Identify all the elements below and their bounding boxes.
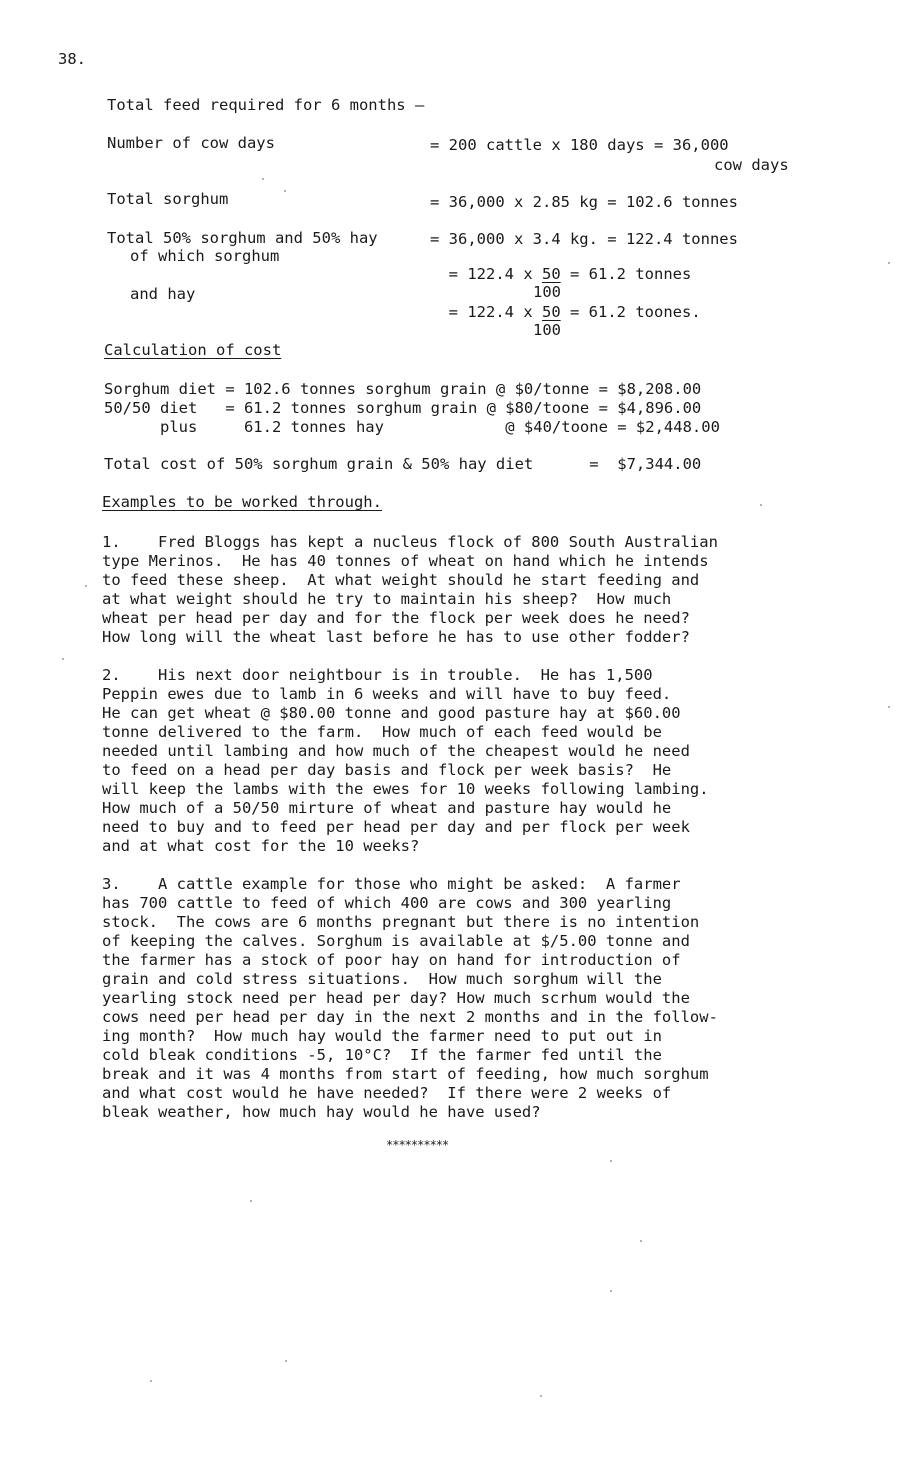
- scan-speck: [284, 190, 286, 192]
- example-2-line: need to buy and to feed per head per day and per flock per week: [102, 818, 690, 836]
- and-hay-calc: [430, 289, 701, 339]
- example-1-line: How long will the wheat last before he has to use other fodder?: [102, 628, 690, 646]
- cost-line-3: plus 61.2 tonnes hay @ $40/toone = $2,448.00: [104, 418, 720, 436]
- example-3-line: of keeping the calves. Sorghum is available at $/5.00 tonne and: [102, 932, 690, 950]
- scan-speck: [888, 262, 890, 264]
- example-3-line: stock. The cows are 6 months pregnant but there is no intention: [102, 913, 700, 931]
- total-sorghum-label: Total sorghum: [107, 190, 229, 208]
- example-2-line: will keep the lambs with the ewes for 10 weeks following lambing.: [102, 780, 709, 798]
- example-2-line: needed until lambing and how much of the cheapest would he need: [102, 742, 690, 760]
- scan-speck: [610, 1290, 612, 1292]
- scan-speck: [640, 1240, 642, 1242]
- example-2-line: He can get wheat @ $80.00 tonne and good pasture hay at $60.00: [102, 704, 681, 722]
- examples-heading: Examples to be worked through.: [102, 493, 382, 511]
- example-2-line: Peppin ewes due to lamb in 6 weeks and will have to buy feed.: [102, 685, 672, 703]
- example-3-line: has 700 cattle to feed of which 400 are cows and 300 yearling: [102, 894, 672, 912]
- and-hay-label: and hay: [130, 285, 196, 303]
- cow-days-unit: cow days: [714, 156, 789, 174]
- example-3-line: bleak weather, how much hay would he have used?: [102, 1103, 541, 1121]
- example-3-line: cows need per head per day in the next 2 months and in the follow-: [102, 1008, 718, 1026]
- example-3-line: the farmer has a stock of poor hay on hand for introduction of: [102, 951, 681, 969]
- cost-line-1: Sorghum diet = 102.6 tonnes sorghum grain @ $0/tonne = $8,208.00: [104, 380, 702, 398]
- example-2-line: and at what cost for the 10 weeks?: [102, 837, 420, 855]
- mix-calc: = 36,000 x 3.4 kg. = 122.4 tonnes: [430, 230, 738, 248]
- example-2-line: tonne delivered to the farm. How much of each feed would be: [102, 723, 662, 741]
- of-which-frac-num: 50: [542, 264, 561, 283]
- example-1-line: to feed these sheep. At what weight should he start feeding and: [102, 571, 700, 589]
- scan-speck: [62, 658, 64, 660]
- scan-speck: [888, 706, 890, 708]
- scan-speck: [250, 1200, 252, 1202]
- of-which-label: of which sorghum: [130, 247, 280, 265]
- example-1: [102, 533, 862, 647]
- example-3-line: yearling stock need per head per day? How much scrhum would the: [102, 989, 690, 1007]
- cost-line-2: 50/50 diet = 61.2 tonnes sorghum grain @ $80/toone = $4,896.00: [104, 399, 702, 417]
- scan-speck: [540, 1395, 542, 1397]
- total-sorghum-calc: = 36,000 x 2.85 kg = 102.6 tonnes: [430, 193, 738, 211]
- mix-label: Total 50% sorghum and 50% hay: [107, 229, 378, 247]
- and-hay-calc-post: = 61.2 toones.: [560, 302, 701, 321]
- scan-speck: [285, 1360, 287, 1362]
- feed-heading: Total feed required for 6 months –: [107, 96, 425, 114]
- page-number: 38.: [58, 50, 86, 68]
- and-hay-frac-den: 100: [533, 320, 561, 339]
- example-1-line: wheat per head per day and for the flock per week does he need?: [102, 609, 690, 627]
- example-3-line: break and it was 4 months from start of feeding, how much sorghum: [102, 1065, 709, 1083]
- cost-heading: Calculation of cost: [104, 341, 282, 359]
- example-3: [102, 875, 862, 1122]
- example-3-line: cold bleak conditions -5, 10°C? If the farmer fed until the: [102, 1046, 662, 1064]
- of-which-calc-pre: = 122.4 x: [448, 264, 542, 283]
- example-2: [102, 666, 862, 856]
- example-2-line: to feed on a head per day basis and flock per week basis? He: [102, 761, 672, 779]
- scan-speck: [262, 178, 264, 180]
- example-3-line: and what cost would he have needed? If there were 2 weeks of: [102, 1084, 672, 1102]
- example-1-line: at what weight should he try to maintain his sheep? How much: [102, 590, 672, 608]
- example-3-line: ing month? How much hay would the farmer need to put out in: [102, 1027, 662, 1045]
- example-2-line: How much of a 50/50 mirture of wheat and pasture hay would he: [102, 799, 672, 817]
- of-which-frac-den: 100: [533, 282, 561, 301]
- scan-speck: [610, 1160, 612, 1162]
- of-which-calc-post: = 61.2 tonnes: [560, 264, 692, 283]
- and-hay-frac-num: 50: [542, 302, 561, 321]
- example-3-line: grain and cold stress situations. How much sorghum will the: [102, 970, 662, 988]
- example-3-line: 3. A cattle example for those who might be asked: A farmer: [102, 875, 681, 893]
- cow-days-label: Number of cow days: [107, 134, 275, 152]
- end-mark: **********: [386, 1138, 449, 1152]
- scan-speck: [760, 504, 762, 506]
- example-2-line: 2. His next door neightbour is in trouble. He has 1,500: [102, 666, 653, 684]
- of-which-calc: [430, 251, 692, 301]
- scan-speck: [150, 1380, 152, 1382]
- scan-speck: [85, 585, 87, 587]
- example-1-line: type Merinos. He has 40 tonnes of wheat on hand which he intends: [102, 552, 709, 570]
- example-1-line: 1. Fred Bloggs has kept a nucleus flock of 800 South Australian: [102, 533, 718, 551]
- and-hay-calc-pre: = 122.4 x: [448, 302, 542, 321]
- cow-days-calc: = 200 cattle x 180 days = 36,000: [430, 136, 729, 154]
- cost-total: Total cost of 50% sorghum grain & 50% hay diet = $7,344.00: [104, 455, 702, 473]
